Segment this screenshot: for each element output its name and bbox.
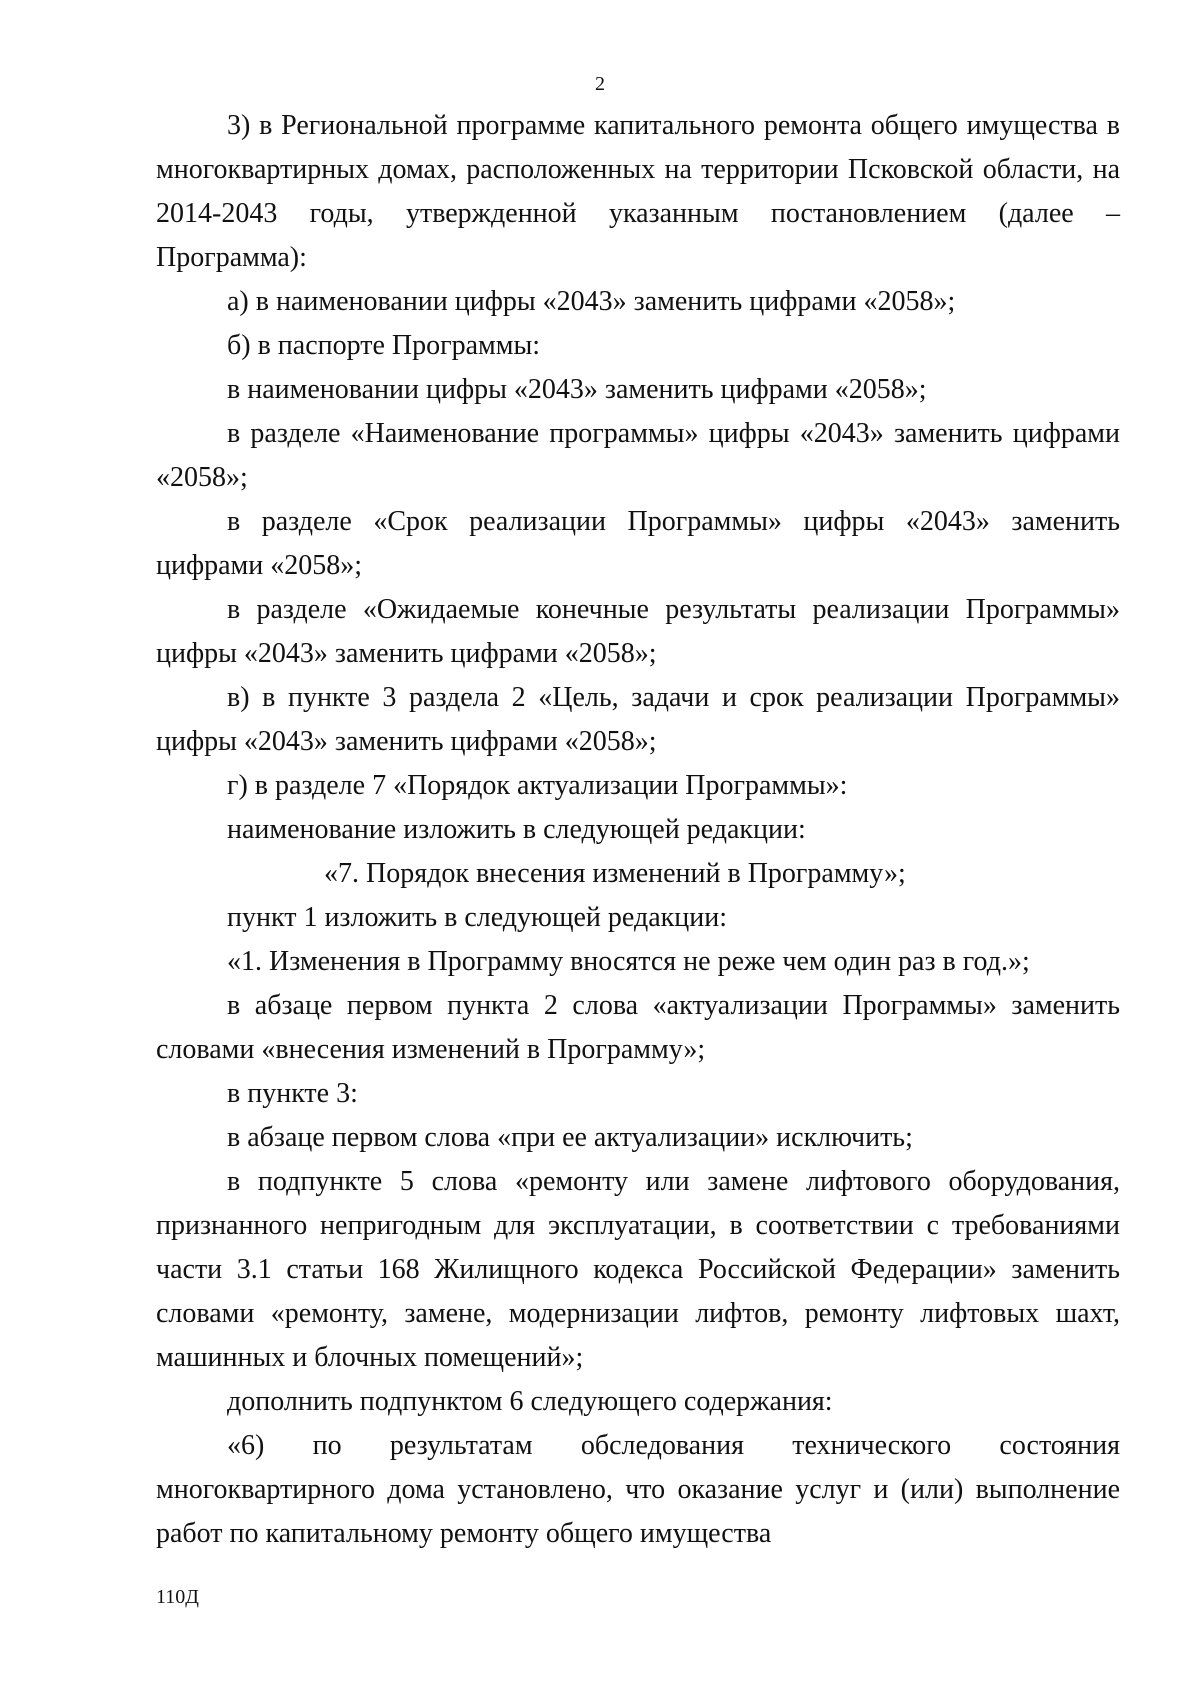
paragraph-subitem-v: в) в пункте 3 раздела 2 «Цель, задачи и срок реализации Программы» цифры «2043» заменить цифрами «2058»; xyxy=(156,682,1120,757)
paragraph-point-3: в пункте 3: xyxy=(227,1078,358,1109)
paragraph-point-1-edit: пункт 1 изложить в следующей редакции: xyxy=(227,902,727,933)
paragraph-subitem-g: г) в разделе 7 «Порядок актуализации Программы»: xyxy=(227,770,848,801)
paragraph-point-1-text: «1. Изменения в Программу вносятся не реже чем один раз в год.»; xyxy=(227,946,1030,977)
paragraph-item-3: 3) в Региональной программе капитального ремонта общего имущества в многоквартирных домах, расположенных на территории Псковской области, на 2014-2043 годы, утвержденной указанным постановлением (далее – Программа): xyxy=(156,110,1120,273)
paragraph-subitem-b: б) в паспорте Программы: xyxy=(227,330,541,361)
document-code: 110Д xyxy=(156,1586,199,1608)
paragraph-title-edit: наименование изложить в следующей редакции: xyxy=(227,814,806,845)
page-number: 2 xyxy=(595,73,605,95)
paragraph-point-3-first: в абзаце первом слова «при ее актуализации» исключить; xyxy=(227,1122,913,1153)
paragraph-subpoint-5: в подпункте 5 слова «ремонту или замене лифтового оборудования, признанного непригодным для эксплуатации, в соответствии с требованиями части 3.1 статьи 168 Жилищного кодекса Российской Федерации» заменить словами «ремонту, замене, модернизации лифтов, ремонту лифтовых шахт, машинных и блочных помещений»; xyxy=(156,1166,1120,1373)
paragraph-new-title: «7. Порядок внесения изменений в Программу»; xyxy=(324,858,906,889)
paragraph-passport-name: в наименовании цифры «2043» заменить цифрами «2058»; xyxy=(227,374,927,405)
paragraph-section-term: в разделе «Срок реализации Программы» цифры «2043» заменить цифрами «2058»; xyxy=(156,506,1120,581)
document-body xyxy=(156,104,1120,1556)
paragraph-section-program-name: в разделе «Наименование программы» цифры «2043» заменить цифрами «2058»; xyxy=(156,418,1120,493)
paragraph-add-subpoint-6: дополнить подпунктом 6 следующего содержания: xyxy=(227,1386,833,1417)
paragraph-subpoint-6-text: «6) по результатам обследования технического состояния многоквартирного дома установлено, что оказание услуг и (или) выполнение работ по капитальному ремонту общего имущества xyxy=(156,1430,1120,1549)
paragraph-subitem-a: а) в наименовании цифры «2043» заменить цифрами «2058»; xyxy=(227,286,956,317)
paragraph-section-results: в разделе «Ожидаемые конечные результаты реализации Программы» цифры «2043» заменить цифрами «2058»; xyxy=(156,594,1120,669)
paragraph-point-2: в абзаце первом пункта 2 слова «актуализации Программы» заменить словами «внесения изменений в Программу»; xyxy=(156,990,1120,1065)
